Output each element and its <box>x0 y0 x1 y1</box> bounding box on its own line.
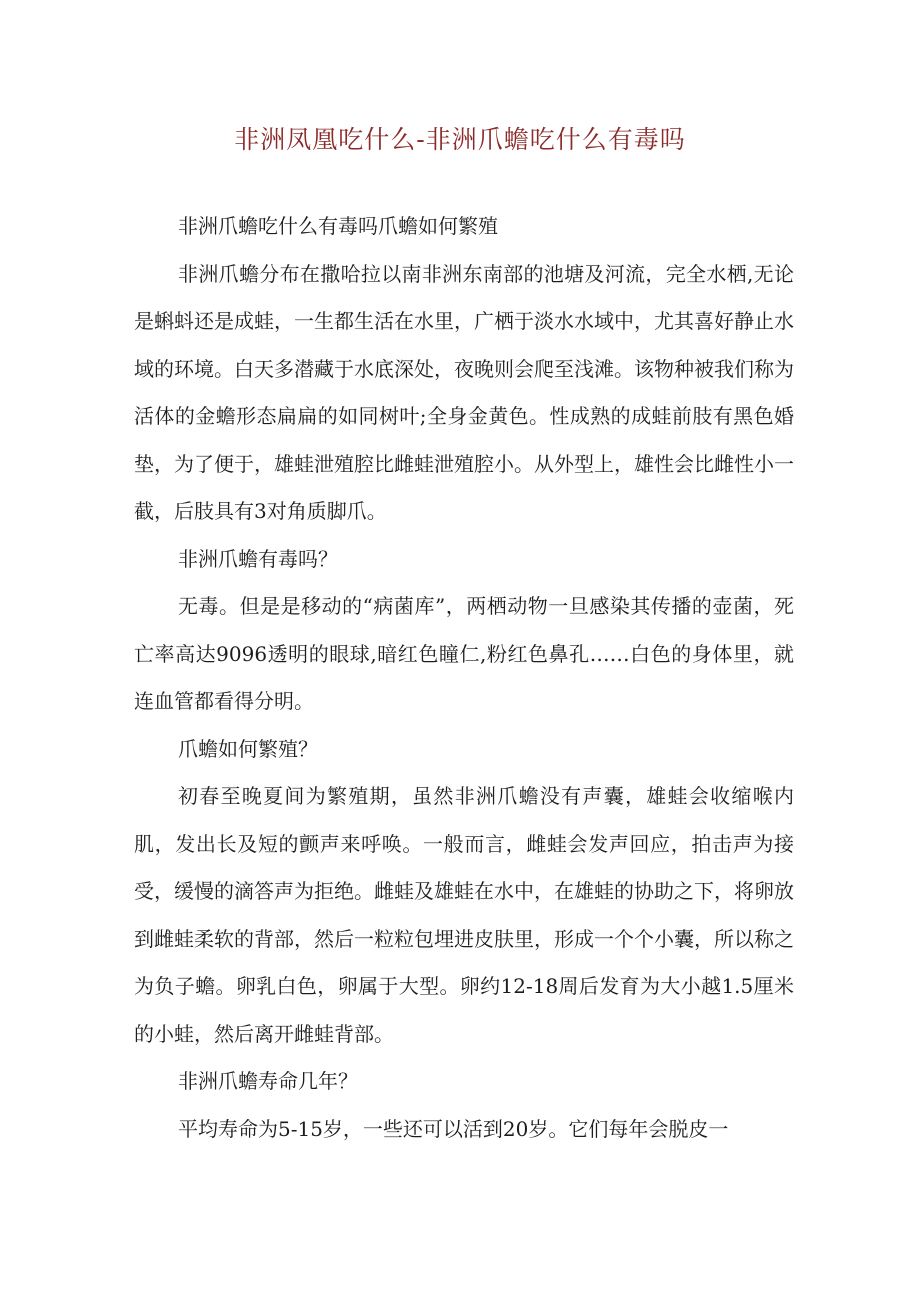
paragraph-subtitle: 非洲爪蟾吃什么有毒吗爪蟾如何繁殖 <box>178 214 498 238</box>
paragraph-lifespan-answer: 平均寿命为5-15岁，一些还可以活到20岁。它们每年会脱皮一 <box>178 1116 729 1141</box>
document-title: 非洲凤凰吃什么-非洲爪蟾吃什么有毒吗 <box>234 125 686 154</box>
paragraph-toxicity-question: 非洲爪蟾有毒吗？ <box>178 546 338 571</box>
paragraph-toxicity-answer: 无毒。但是是移动的“病菌库”，两栖动物一旦感染其传播的壶菌，死亡率高达9096透明的眼球,暗红色瞳仁,粉红色鼻孔……白色的身体里，就连血管都看得分明。 <box>134 594 794 713</box>
paragraph-breeding-question: 爪蟾如何繁殖？ <box>178 736 318 761</box>
paragraph-lifespan-question: 非洲爪蟾寿命几年？ <box>178 1069 358 1093</box>
paragraph-breeding-answer: 初春至晚夏间为繁殖期，虽然非洲爪蟾没有声囊，雄蛙会收缩喉内肌，发出长及短的颤声来呼唤。一般而言，雌蛙会发声回应，拍击声为接受，缓慢的滴答声为拒绝。雌蛙及雄蛙在水中，在雄蛙的协助之下，将卵放到雌蛙柔软的背部，然后一粒粒包埋进皮肤里，形成一个个小囊，所以称之为负子蟾。卵乳白色，卵属于大型。卵约12-18周后发育为大小越1.5厘米的小蛙，然后离开雌蛙背部。 <box>134 784 794 1046</box>
document-body <box>134 203 794 1153</box>
paragraph-distribution: 非洲爪蟾分布在撒哈拉以南非洲东南部的池塘及河流，完全水栖,无论是蝌蚪还是成蛙，一生都生活在水里，广栖于淡水水域中，尤其喜好静止水域的环境。白天多潜藏于水底深处，夜晚则会爬至浅滩。该物种被我们称为活体的金蟾形态扁扁的如同树叶;全身金黄色。性成熟的成蛙前肢有黑色婚垫，为了便于，雄蛙泄殖腔比雌蛙泄殖腔小。从外型上，雄性会比雌性小一截，后肢具有3对角质脚爪。 <box>134 261 794 523</box>
